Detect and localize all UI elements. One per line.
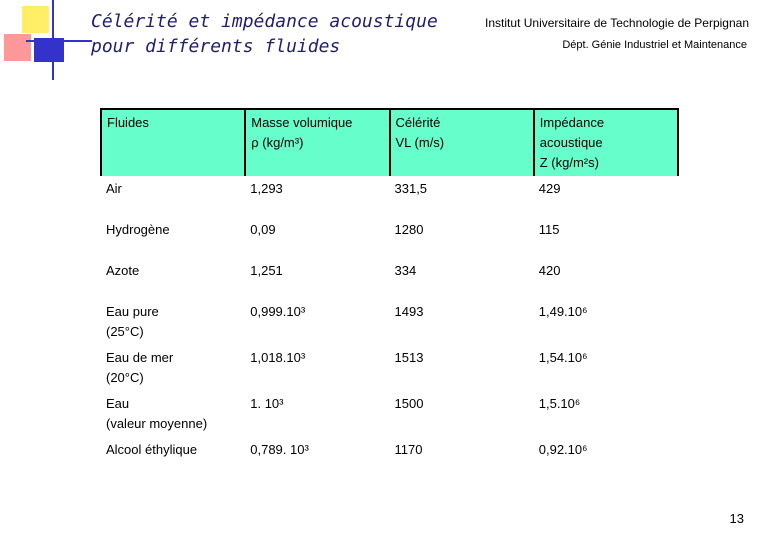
- cell-density: 1,293: [250, 181, 283, 196]
- header-fluides: Fluides: [101, 109, 245, 176]
- cell-density: 1,251: [250, 263, 283, 278]
- cell-fluid: Azote: [106, 263, 140, 278]
- table-row: [101, 176, 678, 217]
- decorative-logo: [0, 0, 100, 85]
- cell-density: 0,999.10³: [250, 304, 306, 319]
- header-impedance: Impédance acoustique Z (kg/m²s): [534, 109, 678, 176]
- page-title: [91, 9, 451, 59]
- institution-block: [485, 15, 749, 53]
- table-row: [101, 258, 678, 299]
- cell-density: 0,789. 10³: [250, 442, 309, 457]
- cell-impedance: 115: [538, 222, 560, 237]
- cell-fluid: Alcool éthylique: [106, 442, 198, 457]
- cell-fluid: Eau pure (25°C): [106, 304, 159, 339]
- cell-impedance: 1,5.10⁶: [538, 396, 581, 411]
- cell-impedance: 420: [538, 263, 561, 278]
- cell-impedance: 1,54.10⁶: [538, 350, 588, 365]
- cell-speed: 331,5: [394, 181, 428, 196]
- table-row: [101, 299, 678, 345]
- cell-speed: 1280: [394, 222, 424, 237]
- cell-impedance: 429: [538, 181, 561, 196]
- cell-impedance: 0,92.10⁶: [538, 442, 588, 457]
- table-row: [101, 391, 678, 437]
- header-celerite: Célérité VL (m/s): [390, 109, 534, 176]
- cell-speed: 1500: [394, 396, 424, 411]
- table-row: [101, 345, 678, 391]
- header-masse-volumique: Masse volumique ρ (kg/m³): [245, 109, 389, 176]
- title-line-2: pour différents fluides: [91, 36, 341, 57]
- title-line-1: Célérité et impédance acoustique: [91, 11, 438, 32]
- cell-fluid: Eau (valeur moyenne): [106, 396, 208, 431]
- cell-density: 1. 10³: [250, 396, 284, 411]
- table-row: [101, 217, 678, 258]
- cell-fluid: Hydrogène: [106, 222, 170, 237]
- institute-name: Institut Universitaire de Technologie de Perpignan: [485, 16, 749, 30]
- cell-fluid: Air: [106, 181, 122, 196]
- table-row: [101, 437, 678, 478]
- cell-speed: 1513: [394, 350, 424, 365]
- department-name: Dépt. Génie Industriel et Maintenance: [562, 39, 747, 51]
- fluids-table: [100, 108, 679, 478]
- cell-density: 0,09: [250, 222, 276, 237]
- cell-speed: 1493: [394, 304, 424, 319]
- page-number: 13: [729, 511, 744, 526]
- cell-speed: 1170: [394, 442, 423, 457]
- cell-density: 1,018.10³: [250, 350, 306, 365]
- cell-impedance: 1,49.10⁶: [538, 304, 588, 319]
- table-header-row: [101, 109, 678, 176]
- logo-yellow-square: [22, 6, 49, 33]
- logo-pink-square: [4, 34, 31, 61]
- cell-fluid: Eau de mer (20°C): [106, 350, 174, 385]
- cell-speed: 334: [394, 263, 417, 278]
